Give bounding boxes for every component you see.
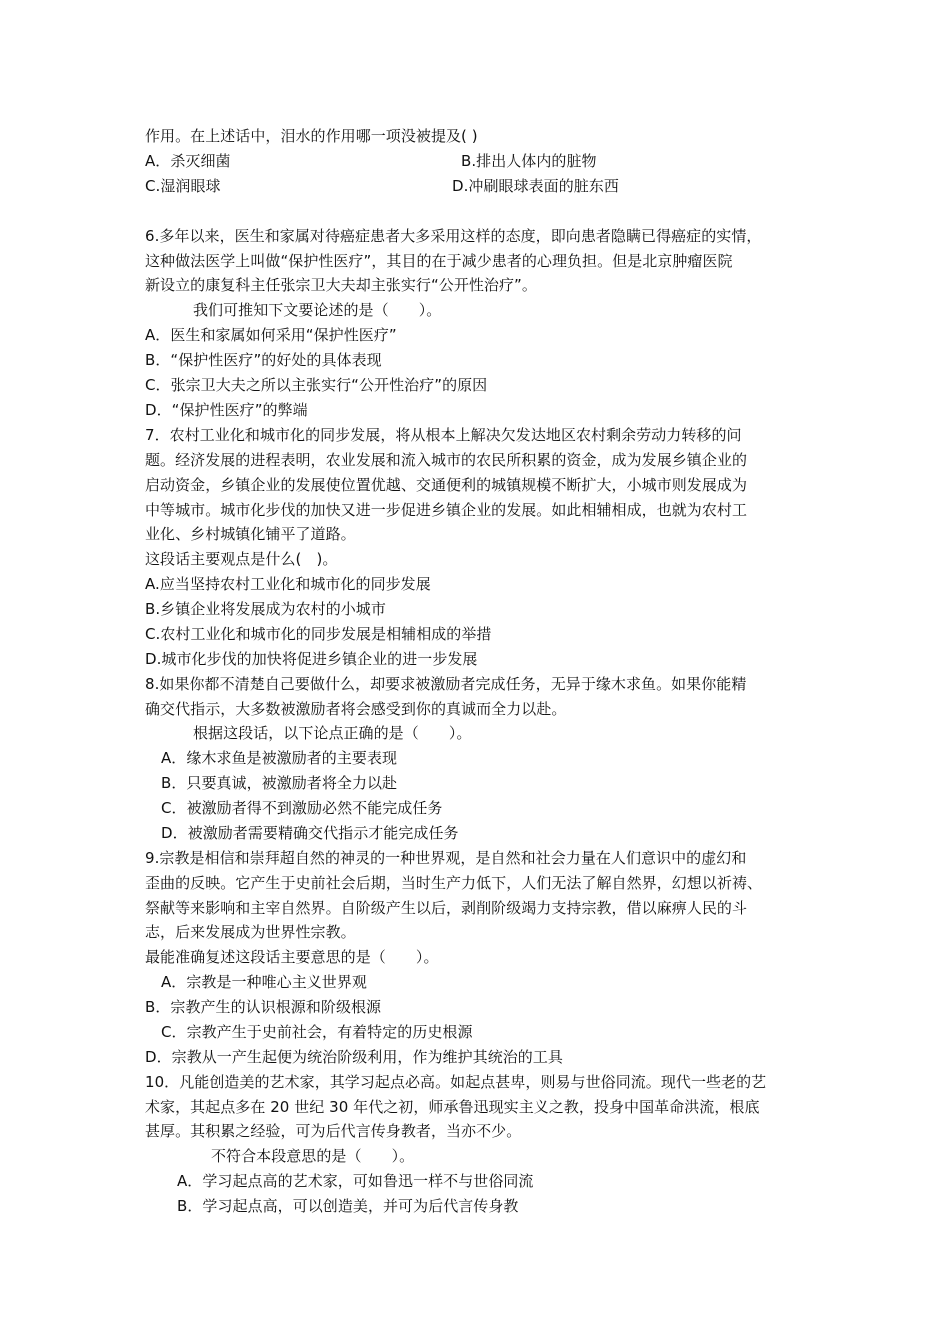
q9-option-c: C．宗教产生于史前社会，有着特定的历史根源 (161, 1023, 473, 1041)
q7-stem-line: 中等城市。城市化步伐的加快又进一步促进乡镇企业的发展。如此相辅相成，也就为农村工 (145, 501, 748, 519)
q8-stem-line: 8.如果你都不清楚自己要做什么，却要求被激励者完成任务，无异于缘木求鱼。如果你能精 (145, 675, 747, 693)
q10-stem-line: 术家，其起点多在 20 世纪 30 年代之初，师承鲁迅现实主义之教，投身中国革命洪流，根底 (145, 1098, 760, 1116)
q5-option-b: B.排出人体内的脏物 (461, 152, 597, 170)
q9-stem-line: 歪曲的反映。它产生于史前社会后期，当时生产力低下，人们无法了解自然界，幻想以祈祷、 (145, 874, 763, 892)
q7-stem-line: 启动资金，乡镇企业的发展使位置优越、交通便利的城镇规模不断扩大，小城市则发展成为 (145, 476, 748, 494)
q7-option-c: C.农村工业化和城市化的同步发展是相辅相成的举措 (145, 625, 492, 643)
q8-option-b: B．只要真诚，被激励者将全力以赴 (161, 774, 398, 792)
q7-option-d: D.城市化步伐的加快将促进乡镇企业的进一步发展 (145, 650, 478, 668)
q6-stem-line: 这种做法医学上叫做“保护性医疗”，其目的在于减少患者的心理负担。但是北京肿瘤医院 (145, 252, 733, 270)
q9-prompt: 最能准确复述这段话主要意思的是（ ）。 (145, 948, 439, 966)
q7-stem-line: 题。经济发展的进程表明，农业发展和流入城市的农民所积累的资金，成为发展乡镇企业的 (145, 451, 748, 469)
q5-option-a: A．杀灭细菌 (145, 152, 231, 170)
q5-stem: 作用。在上述话中，泪水的作用哪一项没被提及( ) (145, 127, 478, 145)
q9-stem-line: 祭献等来影响和主宰自然界。自阶级产生以后，剥削阶级竭力支持宗教，借以麻痹人民的斗 (145, 899, 748, 917)
q10-option-a: A．学习起点高的艺术家，可如鲁迅一样不与世俗同流 (177, 1172, 534, 1190)
q9-option-a: A．宗教是一种唯心主义世界观 (161, 973, 367, 991)
q6-option-a: A．医生和家属如何采用“保护性医疗” (145, 326, 397, 344)
q9-stem-line: 志，后来发展成为世界性宗教。 (145, 923, 356, 941)
q10-stem-line: 10．凡能创造美的艺术家，其学习起点必高。如起点甚卑，则易与世俗同流。现代一些老的艺 (145, 1073, 767, 1091)
q8-option-c: C．被激励者得不到激励必然不能完成任务 (161, 799, 443, 817)
q5-option-d: D.冲刷眼球表面的脏东西 (452, 177, 619, 195)
q7-stem-line: 业化、乡村城镇化铺平了道路。 (145, 525, 356, 543)
q9-option-d: D．宗教从一产生起便为统治阶级利用，作为维护其统治的工具 (145, 1048, 563, 1066)
q7-stem-line: 7．农村工业化和城市化的同步发展，将从根本上解决欠发达地区农村剩余劳动力转移的问 (145, 426, 742, 444)
q9-stem-line: 9.宗教是相信和崇拜超自然的神灵的一种世界观，是自然和社会力量在人们意识中的虚幻和 (145, 849, 747, 867)
q5-option-c: C.湿润眼球 (145, 177, 221, 195)
q6-stem-line: 新设立的康复科主任张宗卫大夫却主张实行“公开性治疗”。 (145, 276, 537, 294)
q7-option-a: A.应当坚持农村工业化和城市化的同步发展 (145, 575, 431, 593)
q7-prompt: 这段话主要观点是什么( )。 (145, 550, 338, 568)
q6-option-b: B．“保护性医疗”的好处的具体表现 (145, 351, 382, 369)
q6-option-d: D．“保护性医疗”的弊端 (145, 401, 308, 419)
q6-stem-line: 6.多年以来，医生和家属对待癌症患者大多采用这样的态度，即向患者隐瞒已得癌症的实情， (145, 227, 762, 245)
q10-prompt: 不符合本段意思的是（ ）。 (211, 1147, 415, 1165)
q8-prompt: 根据这段话，以下论点正确的是（ ）。 (193, 724, 472, 742)
q10-option-b: B．学习起点高，可以创造美，并可为后代言传身教 (177, 1197, 519, 1215)
q10-stem-line: 甚厚。其积累之经验，可为后代言传身教者，当亦不少。 (145, 1122, 522, 1140)
q8-option-a: A．缘木求鱼是被激励者的主要表现 (161, 749, 398, 767)
q8-option-d: D．被激励者需要精确交代指示才能完成任务 (161, 824, 459, 842)
q7-option-b: B.乡镇企业将发展成为农村的小城市 (145, 600, 386, 618)
q6-option-c: C．张宗卫大夫之所以主张实行“公开性治疗”的原因 (145, 376, 488, 394)
q6-prompt: 我们可推知下文要论述的是（ ）。 (193, 301, 442, 319)
q9-option-b: B．宗教产生的认识根源和阶级根源 (145, 998, 382, 1016)
q8-stem-line: 确交代指示，大多数被激励者将会感受到你的真诚而全力以赴。 (145, 700, 567, 718)
